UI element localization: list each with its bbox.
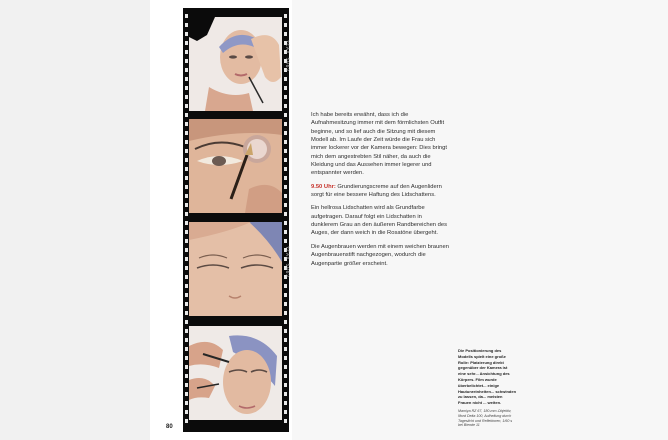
sprocket-hole xyxy=(185,275,188,279)
sprocket-hole xyxy=(185,311,188,315)
sprocket-hole xyxy=(284,401,287,405)
film-frame-eyeshadow-brush xyxy=(189,119,282,213)
photo-caption: Die Positionierung des Modells spielt eine große Rolle: Platzierung direkt gegenüber der Kamera ist eine sehr... Ansichtung des Körpers. Film wurde überbelichtet... einige Hautunreinheiten... schwinden zu lassen, da... meisten Frauen nicht ... weiten. xyxy=(458,348,517,406)
sprocket-hole xyxy=(185,410,188,414)
sprocket-hole xyxy=(284,95,287,99)
sprocket-hole xyxy=(185,176,188,180)
photo-eyeshadow-closeup xyxy=(189,119,282,213)
article-body xyxy=(311,111,449,273)
sprocket-hole xyxy=(185,284,188,288)
sprocket-hole xyxy=(284,311,287,315)
sprocket-hole xyxy=(284,374,287,378)
sprocket-hole xyxy=(284,122,287,126)
sprocket-hole xyxy=(185,23,188,27)
sprocket-hole xyxy=(185,221,188,225)
sprocket-hole xyxy=(284,356,287,360)
sprocket-hole xyxy=(284,167,287,171)
sprocket-hole xyxy=(284,239,287,243)
sprocket-hole xyxy=(185,239,188,243)
sprocket-hole xyxy=(185,392,188,396)
film-frame-code: YCAX 5063 xyxy=(284,246,290,278)
sprocket-hole xyxy=(185,383,188,387)
sprocket-hole xyxy=(284,338,287,342)
sprocket-hole xyxy=(284,329,287,333)
sprocket-hole xyxy=(185,131,188,135)
photo-makeup-artist xyxy=(189,17,282,111)
sprocket-hole xyxy=(284,221,287,225)
sprocket-hole xyxy=(185,95,188,99)
sprocket-hole xyxy=(284,293,287,297)
sprocket-hole xyxy=(185,329,188,333)
sprocket-hole xyxy=(284,284,287,288)
sprocket-hole xyxy=(185,185,188,189)
sprocket-hole xyxy=(284,86,287,90)
sprocket-hole xyxy=(185,122,188,126)
sprocket-hole xyxy=(185,419,188,423)
sprocket-hole xyxy=(185,194,188,198)
sprocket-hole xyxy=(284,131,287,135)
sprocket-hole xyxy=(185,266,188,270)
sprocket-hole xyxy=(284,104,287,108)
sprocket-hole xyxy=(284,419,287,423)
sprocket-hole xyxy=(284,194,287,198)
sprocket-hole xyxy=(284,203,287,207)
film-frame-eyebrow-pencil xyxy=(189,326,282,420)
sprocket-hole xyxy=(185,68,188,72)
film-frame-code: YCAX 5063 xyxy=(284,40,290,72)
sprocket-hole xyxy=(284,149,287,153)
sprocket-hole xyxy=(284,23,287,27)
sprocket-hole xyxy=(185,167,188,171)
sprocket-hole xyxy=(185,302,188,306)
photo-credit: Mamiya RZ 67, 180-mm-Objektiv, Ilford Delta 100, Aufhellung durch Tageslicht und Reflektoren, 1/60 s bei Blende 11 xyxy=(458,409,513,428)
sprocket-hole xyxy=(284,320,287,324)
sprocket-hole xyxy=(185,149,188,153)
sprocket-hole xyxy=(185,212,188,216)
film-frame-makeup-brush xyxy=(189,17,282,111)
sprocket-hole xyxy=(284,302,287,306)
sprocket-hole xyxy=(185,293,188,297)
article-time-entry xyxy=(311,183,449,200)
left-page-margin xyxy=(0,0,150,440)
sprocket-hole xyxy=(185,41,188,45)
sprocket-hole xyxy=(185,230,188,234)
sprocket-hole xyxy=(185,86,188,90)
sprocket-hole xyxy=(284,32,287,36)
sprocket-hole xyxy=(185,320,188,324)
time-text: Grundierungscreme auf den Augenlidern sorgt für eine bessere Haftung des Lidschattens. xyxy=(311,183,442,199)
sprocket-hole xyxy=(284,158,287,162)
sprocket-hole xyxy=(185,248,188,252)
sprocket-hole xyxy=(284,77,287,81)
sprocket-hole xyxy=(284,113,287,117)
sprocket-hole xyxy=(185,401,188,405)
time-label: 9.50 Uhr: xyxy=(311,183,336,190)
film-frame-closed-eyes xyxy=(189,222,282,316)
sprocket-hole xyxy=(185,104,188,108)
sprocket-hole xyxy=(284,230,287,234)
sprocket-hole xyxy=(185,32,188,36)
sprocket-hole xyxy=(185,338,188,342)
sprocket-hole xyxy=(185,59,188,63)
sprocket-hole xyxy=(185,50,188,54)
sprocket-hole xyxy=(284,392,287,396)
sprocket-hole xyxy=(185,140,188,144)
article-intro: Ich habe bereits erwähnt, dass ich die Aufnahmesitzung immer mit dem förmlichsten Outfit beginne, und so lief auch die Sitzung mit diesem Modell ab. Im Laufe der Zeit würde die Frau sich immer lockerer vor der Kamera bewegen: Dies bringt mich dem angestrebten Stil näher, da auch die Kleidung und das Aussehen immer legerer und entspannter werden. xyxy=(311,112,447,177)
sprocket-hole xyxy=(284,410,287,414)
sprocket-hole xyxy=(284,176,287,180)
article-paragraph: Ein hellrosa Lidschatten wird als Grundfarbe aufgetragen. Darauf folgt ein Lidschatten in dunklerem Grau an den äußeren Randbereichen des Auges, der dann weich in die Rosatöne übergeht. xyxy=(311,205,447,237)
sprocket-hole xyxy=(284,185,287,189)
sprocket-hole xyxy=(284,140,287,144)
page-number: 80 xyxy=(166,424,173,430)
sprocket-hole xyxy=(185,257,188,261)
sprocket-hole xyxy=(284,212,287,216)
article-paragraph: Die Augenbrauen werden mit einem weichen braunen Augenbrauenstift nachgezogen, wodurch die Augenpartie größer erscheint. xyxy=(311,243,449,267)
photo-eyebrow-pencil xyxy=(189,326,282,420)
sprocket-hole xyxy=(185,77,188,81)
sprocket-hole xyxy=(185,347,188,351)
sprocket-hole xyxy=(284,14,287,18)
sprocket-hole xyxy=(284,365,287,369)
sprocket-hole xyxy=(284,347,287,351)
sprocket-hole xyxy=(185,158,188,162)
sprocket-hole xyxy=(185,365,188,369)
sprocket-hole xyxy=(185,356,188,360)
sprocket-hole xyxy=(185,113,188,117)
sprocket-hole xyxy=(185,374,188,378)
photo-closed-eyes xyxy=(189,222,282,316)
sprocket-hole xyxy=(284,383,287,387)
sprocket-hole xyxy=(185,203,188,207)
sprocket-hole xyxy=(185,14,188,18)
